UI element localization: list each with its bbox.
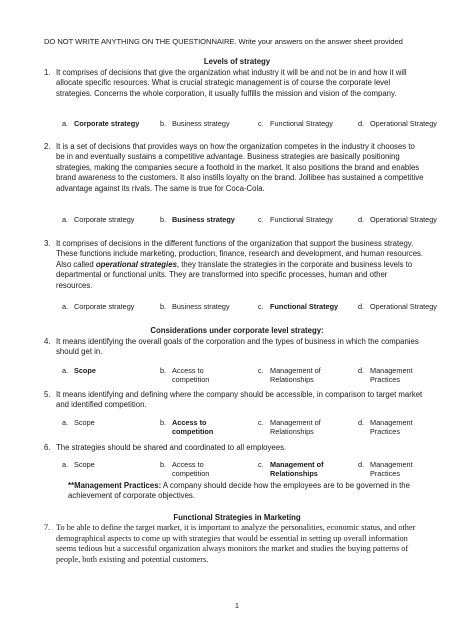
question-2 <box>44 142 424 194</box>
option-letter: c. <box>258 302 264 311</box>
option-letter: d. <box>358 215 365 224</box>
option-letter: c. <box>258 460 264 469</box>
question-text: It means identifying and defining where the company should be accessible, in comparison to target market and identified competition. <box>56 390 423 410</box>
question-1 <box>44 68 424 99</box>
option-text: Operational Strategy <box>370 302 437 311</box>
option-letter: a. <box>62 366 69 375</box>
option-text: Management Practices <box>370 418 413 436</box>
question-7 <box>44 523 424 565</box>
option-letter: c. <box>258 366 264 375</box>
question-5-options <box>56 419 426 439</box>
option-text: Business strategy <box>172 215 235 224</box>
question-1-options <box>56 119 437 140</box>
option-letter: b. <box>160 119 167 128</box>
question-3 <box>44 239 424 291</box>
option-text: Management of Relationships <box>270 418 321 436</box>
option-letter: a. <box>62 460 69 469</box>
instruction-text: DO NOT WRITE ANYTHING ON THE QUESTIONNAIRE. Write your answers on the answer sheet provided <box>44 37 403 46</box>
option-text: Functional Strategy <box>270 215 333 224</box>
option-text: Operational Strategy <box>370 119 437 128</box>
option-text: Corporate strategy <box>74 215 135 224</box>
question-number: 6. <box>44 443 51 452</box>
question-number: 5. <box>44 390 51 399</box>
question-6-options <box>56 461 426 481</box>
option-letter: a. <box>62 215 69 224</box>
question-4-options <box>56 367 426 387</box>
question-5 <box>44 390 424 411</box>
question-6 <box>44 443 424 453</box>
note-text: A company should decide how the employees are to be governed in the achievement of corporate objectives. <box>68 481 410 501</box>
question-4 <box>44 337 424 358</box>
option-letter: d. <box>358 418 365 427</box>
option-letter: b. <box>160 418 167 427</box>
option-text: Scope <box>74 418 95 427</box>
option-text: Business strategy <box>172 119 230 128</box>
section-heading-levels: Levels of strategy <box>203 57 271 66</box>
option-letter: d. <box>358 366 365 375</box>
option-text: Management of Relationships <box>270 460 324 478</box>
question-number: 1. <box>44 68 51 77</box>
option-letter: b. <box>160 460 167 469</box>
section-heading-corporate-considerations: Considerations under corporate level strategy: <box>150 326 324 335</box>
option-text: Access to competition <box>172 366 210 384</box>
emphasized-term: operational strategies <box>95 259 177 269</box>
option-text: Operational Strategy <box>370 215 437 224</box>
question-number: 7. <box>44 523 51 532</box>
option-text: Management Practices <box>370 460 413 478</box>
option-text: Functional Strategy <box>270 302 339 311</box>
note-label: **Management Practices: <box>68 481 162 490</box>
option-letter: a. <box>62 302 69 311</box>
option-letter: a. <box>62 119 69 128</box>
option-text: Access to competition <box>172 418 214 436</box>
question-text: It is a set of decisions that provides ways on how the organization competes in the industry it chooses to be in and eventually sustains a competitive advantage. Business strategies are basically positioning strategies, making the companies secure a foothold in the market. It also positions the brand and enables brand awareness to the customers. It also instills loyalty on the brand. Jollibee has sustained a competitive advantage against its rivals. The same is true for Coca-Cola. <box>56 142 424 193</box>
option-text: Access to competition <box>172 460 210 478</box>
option-text: Business strategy <box>172 302 230 311</box>
option-letter: b. <box>160 302 167 311</box>
question-2-options <box>56 215 437 236</box>
option-text: Management Practices <box>370 366 413 384</box>
question-text: It comprises of decisions in the different functions of the organization that support the business strategy. These functions include marketing, production, finance, research and development, and human resources. Also called operational strategies, they translate the strategies in the corporate and business levels to departmental or functional units. They are transformed into specific processes, human and other resources. <box>56 239 424 290</box>
option-text: Scope <box>74 460 95 469</box>
option-letter: d. <box>358 302 365 311</box>
question-number: 3. <box>44 239 51 248</box>
option-letter: d. <box>358 119 365 128</box>
option-letter: a. <box>62 418 69 427</box>
option-letter: c. <box>258 215 264 224</box>
option-text: Management of Relationships <box>270 366 321 384</box>
option-letter: c. <box>258 418 264 427</box>
management-practices-note <box>68 481 428 502</box>
option-text: Scope <box>74 366 96 375</box>
option-text: Corporate strategy <box>74 302 135 311</box>
question-number: 2. <box>44 142 51 151</box>
section-heading-marketing: Functional Strategies in Marketing <box>173 513 301 522</box>
option-text: Corporate strategy <box>74 119 140 128</box>
option-letter: b. <box>160 215 167 224</box>
question-text: To be able to define the target market, it is important to analyze the personalities, economic status, and other demographical aspects to come up with strategies that would be essential in setting up overall information seems tedious but a successful organization always monitors the market and studies the buying patterns of people, both existing and potential customers. <box>56 523 416 564</box>
page-number: 1 <box>234 601 240 610</box>
question-text: The strategies should be shared and coordinated to all employees. <box>56 443 287 452</box>
question-3-options <box>56 302 437 323</box>
question-text: It comprises of decisions that give the organization what industry it will be and not be in and how it will allocate specific resources. What is crucial strategic management is of course the corporate level strategies. Concerns the whole corporation, it usually fulfills the mission and vision of the company. <box>56 68 407 98</box>
question-text: It means identifying the overall goals of the corporation and the types of business in which the companies should get in. <box>56 337 419 357</box>
question-number: 4. <box>44 337 51 346</box>
option-text: Functional Strategy <box>270 119 333 128</box>
option-letter: d. <box>358 460 365 469</box>
option-letter: b. <box>160 366 167 375</box>
option-letter: c. <box>258 119 264 128</box>
